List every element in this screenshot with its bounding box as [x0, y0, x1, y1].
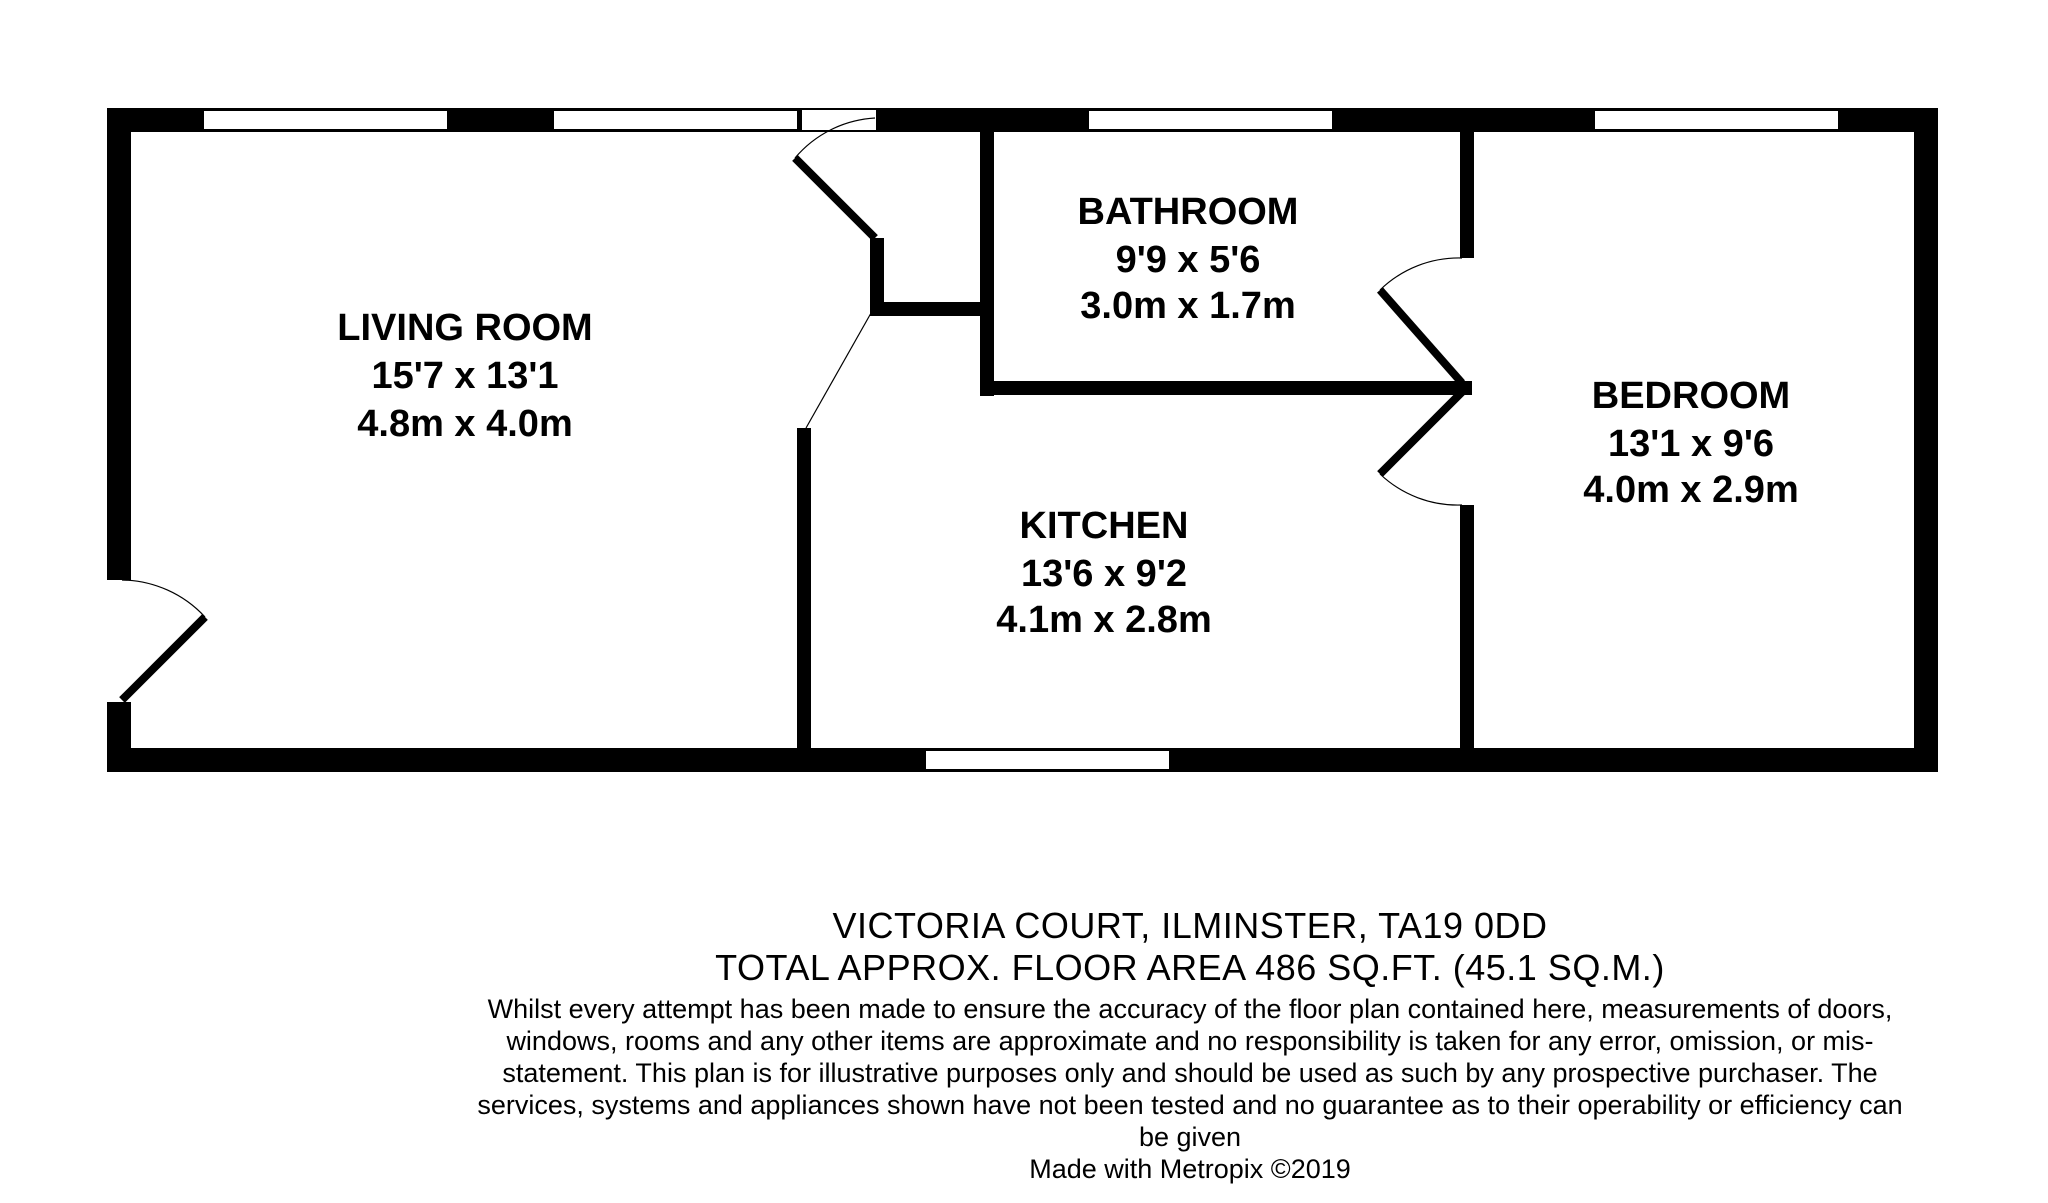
- room-living: [337, 307, 592, 445]
- credit-text: Made with Metropix ©2019: [1029, 1154, 1351, 1184]
- wall-living-kitchen: [797, 428, 811, 753]
- kitchen-name: KITCHEN: [1019, 505, 1189, 547]
- window-bedroom: [1594, 110, 1839, 130]
- wall-bathroom-left: [980, 120, 994, 396]
- kitchen-metric: 4.1m x 2.8m: [996, 599, 1212, 641]
- door-entry-leaf: [795, 158, 875, 238]
- wall-bedroom-bottom: [1460, 505, 1474, 760]
- door-bathroom-leaf: [1380, 290, 1462, 383]
- room-bathroom: [1078, 191, 1299, 327]
- door-front-leaf: [122, 617, 205, 700]
- wall-hall-bathroom: [870, 302, 990, 316]
- wall-hall-stub: [870, 238, 884, 306]
- living-room-name: LIVING ROOM: [337, 307, 593, 349]
- window-bathroom: [1088, 110, 1333, 130]
- door-bedroom-leaf: [1380, 392, 1462, 474]
- door-front-swing: [122, 580, 205, 617]
- kitchen-imperial: 13'6 x 9'2: [1021, 553, 1187, 595]
- bathroom-name: BATHROOM: [1077, 191, 1299, 233]
- plan-caption: [460, 905, 1920, 1185]
- bedroom-name: BEDROOM: [1591, 375, 1791, 417]
- living-room-metric: 4.8m x 4.0m: [357, 403, 573, 445]
- room-kitchen: [996, 505, 1211, 641]
- bathroom-imperial: 9'9 x 5'6: [1115, 239, 1261, 281]
- door-living-leaf: [806, 306, 875, 428]
- door-bathroom-swing: [1380, 258, 1462, 290]
- wall-bedroom-top: [1460, 120, 1474, 258]
- floor-area: TOTAL APPROX. FLOOR AREA 486 SQ.FT. (45.1 SQ.M.): [715, 947, 1665, 988]
- window-living-2: [553, 110, 798, 130]
- bedroom-metric: 4.0m x 2.9m: [1583, 469, 1799, 511]
- wall-bathroom-bottom: [980, 381, 1472, 395]
- property-address: VICTORIA COURT, ILMINSTER, TA19 0DD: [832, 905, 1548, 946]
- living-room-imperial: 15'7 x 13'1: [371, 355, 559, 397]
- room-bedroom: [1583, 375, 1798, 511]
- entry-gap: [802, 110, 876, 130]
- disclaimer-text: Whilst every attempt has been made to ensure the accuracy of the floor plan contained here, measurements of doors, windows, rooms and any other items are approximate and no responsibility is taken for any error, omission, or mis-statement. This plan is for illustrative purposes only and should be used as such by any prospective purchaser. The services, systems and appliances shown have not been tested and no guarantee as to their operability or efficiency can be given: [477, 994, 1903, 1152]
- bedroom-imperial: 13'1 x 9'6: [1608, 423, 1774, 465]
- window-living-1: [203, 110, 448, 130]
- window-kitchen: [925, 750, 1170, 770]
- bathroom-metric: 3.0m x 1.7m: [1080, 285, 1296, 327]
- door-bedroom-swing: [1380, 474, 1462, 505]
